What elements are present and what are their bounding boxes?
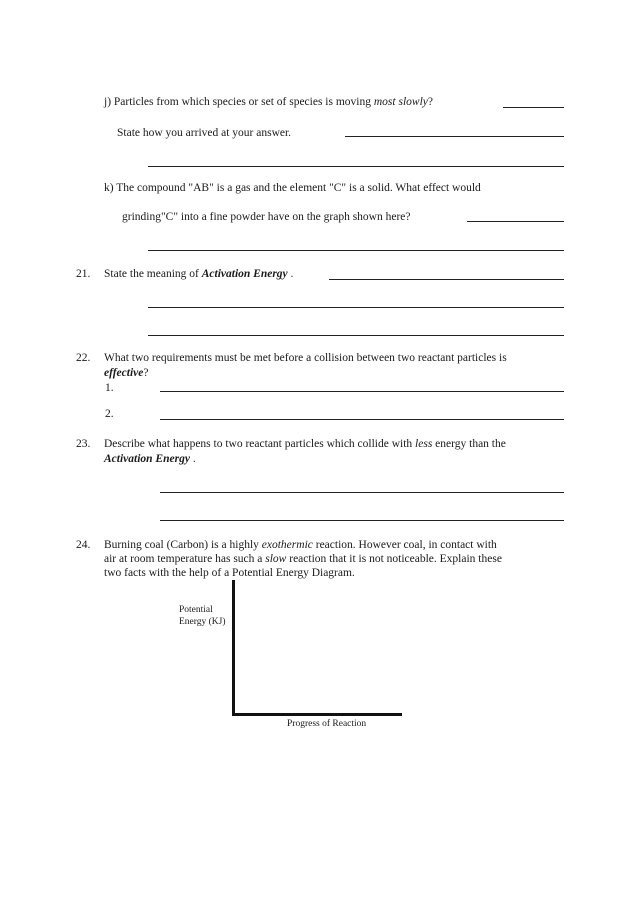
answer-line-23-2[interactable]	[160, 520, 564, 521]
question-20j: j) Particles from which species or set of species is moving most slowly?	[104, 96, 433, 108]
question-20k-line2: grinding"C" into a fine powder have on the graph shown here?	[122, 211, 411, 223]
question-24-line1: Burning coal (Carbon) is a highly exothermic reaction. However coal, in contact with	[104, 539, 497, 551]
answer-line-21[interactable]	[329, 279, 564, 280]
question-23-line1: Describe what happens to two reactant particles which collide with less energy than the	[104, 438, 506, 450]
question-22-item1-label: 1.	[105, 382, 114, 394]
question-24-number: 24.	[76, 539, 91, 551]
diagram-y-label-1: Potential	[179, 605, 213, 615]
answer-line-20j-reason-2[interactable]	[148, 166, 564, 167]
question-23-number: 23.	[76, 438, 91, 450]
diagram-x-axis	[232, 713, 402, 716]
answer-line-21-3[interactable]	[148, 335, 564, 336]
question-23-line2: Activation Energy .	[104, 453, 196, 465]
diagram-y-axis	[232, 580, 235, 716]
question-22-item2-label: 2.	[105, 408, 114, 420]
question-22-number: 22.	[76, 352, 91, 364]
question-20j-followup: State how you arrived at your answer.	[117, 127, 292, 139]
question-21: State the meaning of Activation Energy .	[104, 268, 294, 280]
answer-line-20j[interactable]	[503, 107, 564, 108]
answer-line-20k[interactable]	[467, 221, 564, 222]
diagram-y-label-2: Energy (KJ)	[179, 617, 226, 627]
answer-line-22-2[interactable]	[160, 419, 564, 420]
diagram-x-label: Progress of Reaction	[287, 719, 367, 729]
answer-line-22-1[interactable]	[160, 391, 564, 392]
answer-line-20j-reason[interactable]	[345, 136, 564, 137]
question-20k-line1: k) The compound "AB" is a gas and the element "C" is a solid. What effect would	[104, 182, 481, 194]
question-22-line2: effective?	[104, 367, 149, 379]
question-24-line2: air at room temperature has such a slow reaction that it is not noticeable. Explain these	[104, 553, 502, 565]
answer-line-23-1[interactable]	[160, 492, 564, 493]
question-21-number: 21.	[76, 268, 91, 280]
question-22-line1: What two requirements must be met before a collision between two reactant particles is	[104, 352, 507, 364]
answer-line-20k-2[interactable]	[148, 250, 564, 251]
answer-line-21-2[interactable]	[148, 307, 564, 308]
question-24-line3: two facts with the help of a Potential Energy Diagram.	[104, 567, 355, 579]
